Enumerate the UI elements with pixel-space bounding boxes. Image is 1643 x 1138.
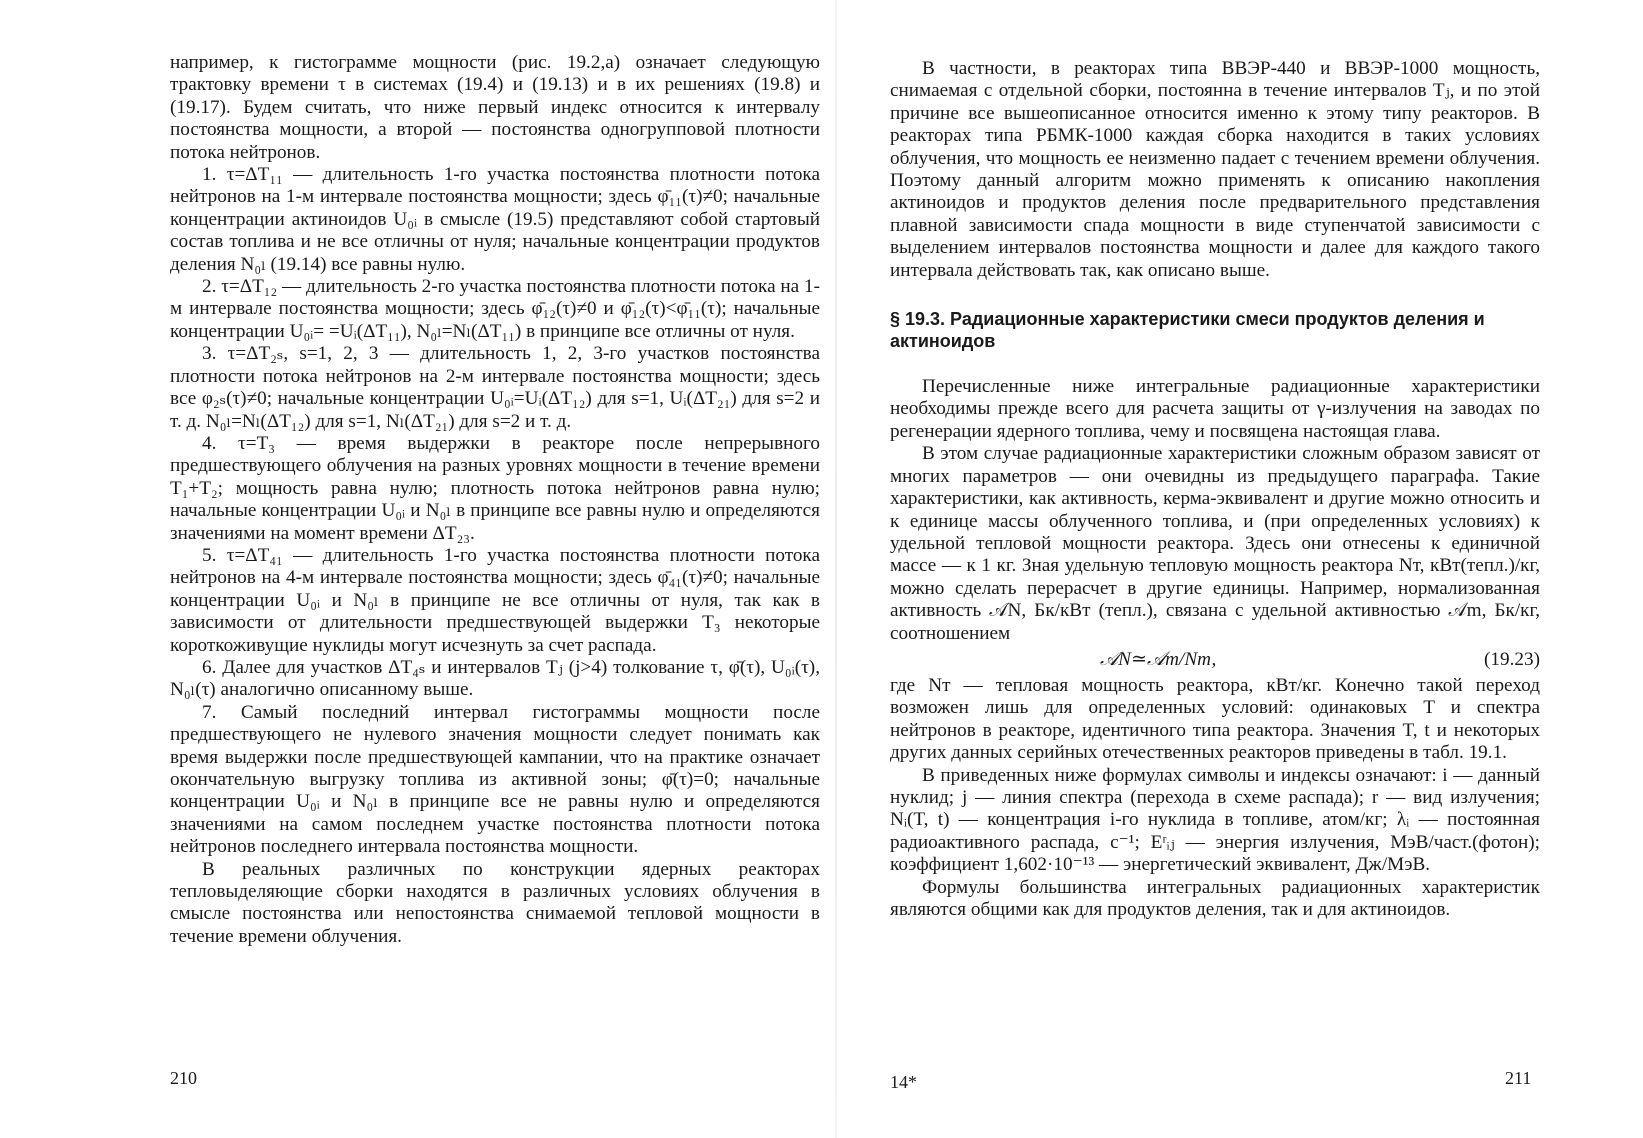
- right-paragraph-intro: В частности, в реакторах типа ВВЭР-440 и ВВЭР-1000 мощность, снимаемая с отдельной сборки, постоянна в течение интервалов Tⱼ, и по этой причине все вышеописанное относится именно к этому типу реакторов. В реакторах типа РБМК-1000 каждая сборка находится в таких условиях облучения, что мощность ее неизменно падает с течением времени облучения. Поэтому данный алгоритм можно применять к описанию накопления актиноидов и продуктов деления после предварительного представления плавной зависимости спада мощности в виде ступенчатой зависимости с выделением интервалов постоянства мощности и далее для каждого такого интервала действовать так, как описано выше.: [890, 58, 1540, 281]
- left-item-5: 5. τ=ΔT₄₁ — длительность 1-го участка постоянства плотности потока нейтронов на 4-м интервале постоянства мощности; здесь φ̄₄₁(τ)≠0; начальные концентрации U₀ᵢ и N₀ₗ в принципе не все отличны от нуля, так как в зависимости от длительности предшествующей выдержки T₃ некоторые короткоживущие нуклиды могут исчезнуть за счет распада.: [170, 544, 820, 656]
- right-paragraph-3: где Nт — тепловая мощность реактора, кВт/кг. Конечно такой переход возможен лишь для определенных условий: одинаковых T и спектра нейтронов в реакторе, идентичного типа реактора. Значения T, t и некоторых других данных серийных отечественных реакторов приведены в табл. 19.1.: [890, 674, 1540, 764]
- left-paragraph-final: В реальных различных по конструкции ядерных реакторах тепловыделяющие сборки находятся в различных условиях облучения в смысле постоянства или непостоянства снимаемой тепловой мощности в течение времени облучения.: [170, 858, 820, 947]
- signature-mark: 14*: [890, 1072, 917, 1092]
- equation-expression: 𝒜N≃𝒜m/Nт,: [1100, 648, 1217, 670]
- right-paragraph-4: В приведенных ниже формулах символы и индексы означают: i — данный нуклид; j — линия спектра (перехода в схеме распада); r — вид излучения; Nᵢ(T, t) — концентрация i-го нуклида в топливе, атом/кг; λᵢ — постоянная радиоактивного распада, с⁻¹; Eʳᵢⱼ — энергия излучения, МэВ/част.(фотон); коэффициент 1,602·10⁻¹³ — энергетический эквивалент, Дж/МэВ.: [890, 764, 1540, 876]
- right-paragraph-1: Перечисленные ниже интегральные радиационные характеристики необходимы прежде всего для расчета защиты от γ-излучения на заводах по регенерации ядерного топлива, чему и посвящена настоящая глава.: [890, 376, 1540, 442]
- page-number-right: 211: [1505, 1068, 1532, 1088]
- left-paragraph-intro: например, к гистограмме мощности (рис. 19.2,а) означает следующую трактовку времени τ в системах (19.4) и (19.13) и в их решениях (19.8) и (19.17). Будем считать, что ниже первый индекс относится к интервалу постоянства мощности, а второй — постоянства одногрупповой плотности потока нейтронов.: [170, 52, 820, 163]
- left-item-7: 7. Самый последний интервал гистограммы мощности после предшествующего не нулевого значения мощности следует понимать как время выдержки после предшествующей кампании, что на практике означает окончательную выгрузку топлива из активной зоны; φ̄(τ)=0; начальные концентрации U₀ᵢ и N₀ₗ в принципе все не равны нулю и определяются значениями на самом последнем участке постоянства плотности потока нейтронов последнего интервала постоянства мощности.: [170, 701, 820, 858]
- section-heading: § 19.3. Радиационные характеристики смеси продуктов деления и актиноидов: [890, 309, 1485, 352]
- page-number-left: 210: [170, 1068, 197, 1088]
- right-paragraph-5: Формулы большинства интегральных радиационных характеристик являются общими как для продуктов деления, так и для актиноидов.: [890, 876, 1540, 920]
- equation-number: (19.23): [1484, 648, 1540, 670]
- right-page: [890, 58, 1540, 921]
- left-item-2: 2. τ=ΔT₁₂ — длительность 2-го участка постоянства плотности потока на 1-м интервале постоянства мощности; здесь φ̄₁₂(τ)≠0 и φ̄₁₂(τ)<φ̄₁₁(τ); начальные концентрации U₀ᵢ= =Uᵢ(ΔT₁₁), N₀ₗ=Nₗ(ΔT₁₁) в принципе все отличны от нуля.: [170, 276, 820, 342]
- left-item-1: 1. τ=ΔT₁₁ — длительность 1-го участка постоянства плотности потока нейтронов на 1-м интервале постоянства мощности; здесь φ̄₁₁(τ)≠0; начальные концентрации актиноидов U₀ᵢ в смысле (19.5) представляют собой стартовый состав топлива и не все отличны от нуля; начальные концентрации продуктов деления N₀ₗ (19.14) все равны нулю.: [170, 164, 820, 275]
- left-item-4: 4. τ=T₃ — время выдержки в реакторе после непрерывного предшествующего облучения на разных уровнях мощности в течение времени T₁+T₂; мощность равна нулю; плотность потока нейтронов равна нулю; начальные концентрации U₀ᵢ и N₀ₗ в принципе все равны нулю и определяются значениями на момент времени ΔT₂₃.: [170, 432, 820, 544]
- left-item-3: 3. τ=ΔT₂ₛ, s=1, 2, 3 — длительность 1, 2, 3-го участков постоянства плотности потока нейтронов на 2-м интервале постоянства мощности; здесь все φ₂ₛ(τ)≠0; начальные концентрации U₀ᵢ=Uᵢ(ΔT₁₂) для s=1, Uᵢ(ΔT₂₁) для s=2 и т. д. N₀ₗ=Nₗ(ΔT₁₂) для s=1, Nₗ(ΔT₂₁) для s=2 и т. д.: [170, 343, 820, 432]
- equation-19-23: [890, 647, 1540, 673]
- page-gutter: [835, 0, 837, 1138]
- left-item-6: 6. Далее для участков ΔT₄ₛ и интервалов Tⱼ (j>4) толкование τ, φ̄(τ), U₀ᵢ(τ), N₀ₗ(τ) аналогично описанному выше.: [170, 656, 820, 701]
- left-page: [170, 52, 820, 948]
- right-paragraph-2: В этом случае радиационные характеристики сложным образом зависят от многих параметров — они очевидны из предыдущего параграфа. Такие характеристики, как активность, керма-эквивалент и другие можно относить и к единице массы облученного топлива, и (при определенных условиях) к удельной тепловой мощности реактора. Здесь они отнесены к единичной массе — к 1 кг. Зная удельную тепловую мощность реактора Nт, кВт(тепл.)/кг, можно сделать перерасчет в другие единицы. Например, нормализованная активность 𝒜N, Бк/кВт (тепл.), связана с удельной активностью 𝒜m, Бк/кг, соотношением: [890, 443, 1540, 644]
